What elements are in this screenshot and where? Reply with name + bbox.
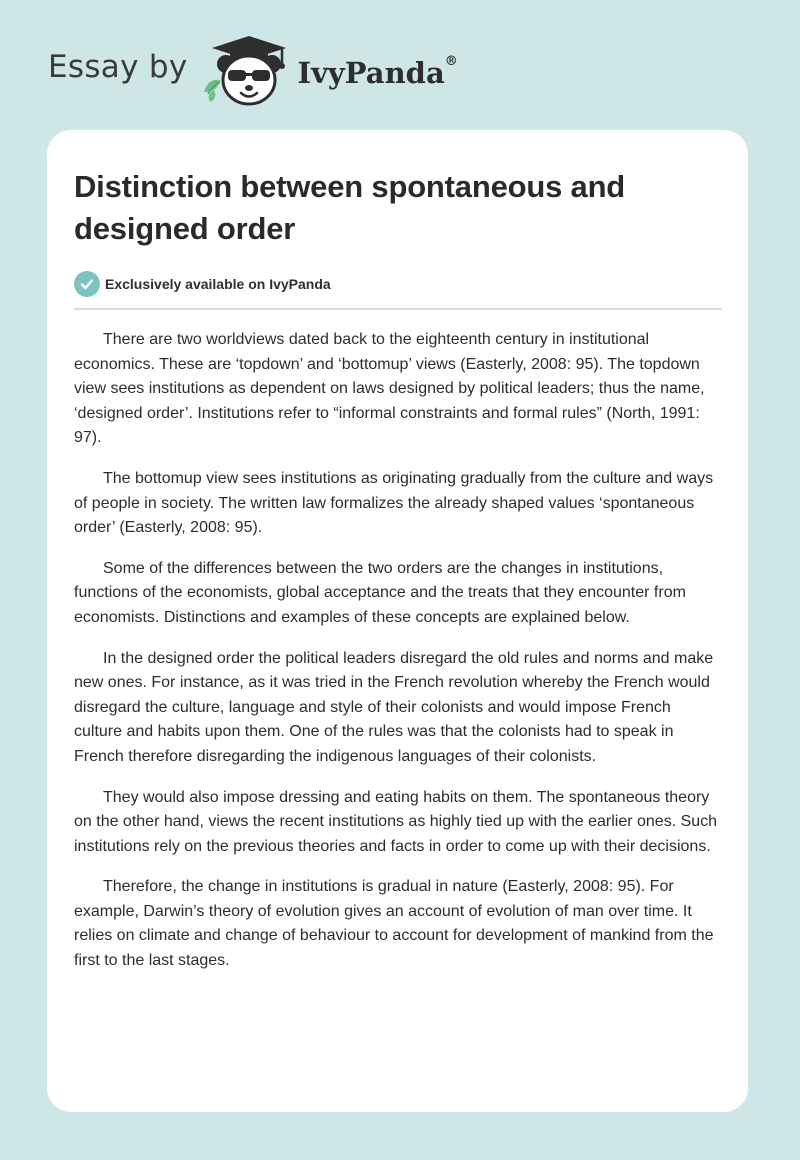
exclusive-badge-label: Exclusively available on IvyPanda [105,276,331,292]
essay-paragraph: Some of the differences between the two orders are the changes in institutions, functions of the economists, global acceptance and the treats that they encounter from economists. Distinctions and examples of these concepts are explained below. [74,559,686,626]
essay-body [74,328,722,974]
trademark-symbol: ® [444,54,458,69]
exclusive-badge [74,270,722,298]
essay-paragraph: There are two worldviews dated back to the eighteenth century in institutional economics. These are ‘topdown’ and ‘bottomup’ views (Easterly, 2008: 95). The topdown view sees institutions as dependent on laws designed by political leaders; thus the name, ‘designed order’. Institutions refer to “informal constraints and formal rules” (North, 1991: 97). [74,331,705,447]
brand-name[interactable]: IvyPanda® [297,54,458,90]
title-divider [74,308,722,310]
essay-paragraph: In the designed order the political leaders disregard the old rules and norms and make new ones. For instance, as it was tried in the French revolution whereby the French would disregard the culture, language and style of their colonists and would impose French culture and habits upon them. One of the rules was that the colonists had to speak in French therefore disregarding the indigenous languages of their colonists. [74,649,714,765]
essay-paragraph: They would also impose dressing and eating habits on them. The spontaneous theory on the other hand, views the recent institutions as highly tied up with the earlier ones. Such institutions rely on the previous theories and facts in order to come up with their decisions. [74,788,718,855]
brand-prefix: Essay by [48,49,188,85]
essay-paragraph: Therefore, the change in institutions is gradual in nature (Easterly, 2008: 95). For example, Darwin’s theory of evolution gives an account of evolution of man over time. It relies on climate and change of behaviour to account for development of mankind from the first to the last stages. [74,878,714,970]
essay-card [47,130,748,1112]
site-header [48,34,458,108]
essay-title: Distinction between spontaneous and designed order [74,169,626,246]
checkmark-icon [74,271,100,297]
panda-graduate-logo-icon[interactable] [202,34,296,108]
essay-paragraph: The bottomup view sees institutions as originating gradually from the culture and ways of people in society. The written law formalizes the already shaped values ‘spontaneous order’ (Easterly, 2008: 95). [74,469,714,537]
